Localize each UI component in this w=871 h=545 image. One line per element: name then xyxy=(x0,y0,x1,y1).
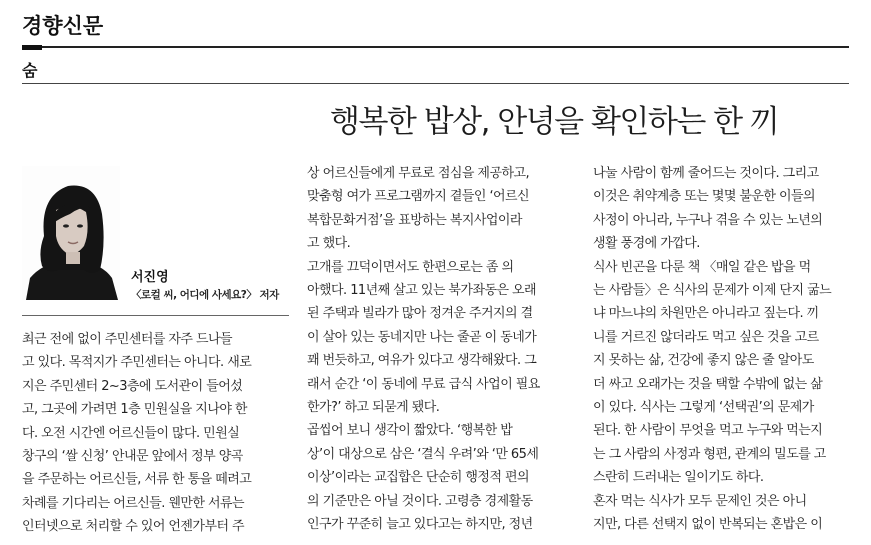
article-text-line: 니를 거르진 않더라도 먹고 싶은 것을 고르 xyxy=(593,329,819,345)
article-text-line: 인구가 꾸준히 늘고 있다고는 하지만, 정년 xyxy=(307,517,533,533)
article-text-line: 고 했다. xyxy=(307,236,351,252)
article-text-line: 을 주문하는 어르신들, 서류 한 통을 떼려고 xyxy=(22,472,252,488)
author-name: 서진영 xyxy=(131,270,169,285)
article-text-line: 이 있다. 식사는 그렇게 ‘선택권’의 문제가 xyxy=(593,400,814,416)
article-text-line: 상 어르신들에게 무료로 점심을 제공하고, xyxy=(307,166,530,181)
article-text-line: 래서 순간 ‘이 동네에 무료 급식 사업이 필요 xyxy=(307,376,540,392)
article-text-line: 된다. 한 사람이 무엇을 먹고 누구와 먹는지 xyxy=(593,423,823,439)
author-photo xyxy=(22,166,120,300)
article-text-line: 창구의 ‘쌀 신청’ 안내문 앞에서 정부 양곡 xyxy=(22,449,243,465)
article-text-line: 지은 주민센터 2~3층에 도서관이 들어섰 xyxy=(22,378,243,394)
article-text-line: 지만, 다른 선택지 없이 반복되는 혼밥은 이 xyxy=(593,517,823,533)
article-text-line: 혼자 먹는 식사가 모두 문제인 것은 아니 xyxy=(593,493,807,509)
article-text-line: 스란히 드러내는 일이기도 하다. xyxy=(593,470,764,486)
masthead-rule xyxy=(22,46,849,48)
article-text-line: 식사 빈곤을 다룬 책 〈매일 같은 밥을 먹 xyxy=(593,259,811,275)
article-text-line: 복합문화거점’을 표방하는 복지사업이라 xyxy=(307,212,522,228)
article-text-line: 이것은 취약계층 또는 몇몇 불운한 이들의 xyxy=(593,189,816,205)
article-text-line: 고 있다. 목적지가 주민센터는 아니다. 새로 xyxy=(22,355,252,371)
article-text-line: 된 주택과 빌라가 많아 정겨운 주거지의 결 xyxy=(307,306,533,322)
article-text-line: 꽤 번듯하고, 여유가 있다고 생각해왔다. 그 xyxy=(307,353,537,369)
article-text-line: 최근 전에 없이 주민센터를 자주 드나들 xyxy=(22,332,233,347)
article-text-line: 곱씹어 보니 생각이 짧았다. ‘행복한 밥 xyxy=(307,423,513,439)
author-portrait-image xyxy=(22,166,120,300)
article-column-2 xyxy=(307,162,573,537)
article-text-line: 의 기준만은 아닐 것이다. 고령층 경제활동 xyxy=(307,493,533,509)
article-text-line: 다. 오전 시간엔 어르신들이 많다. 민원실 xyxy=(22,425,240,441)
article-text-line: 고개를 끄덕이면서도 한편으로는 좀 의 xyxy=(307,259,514,275)
author-rule xyxy=(22,315,289,316)
section-rule xyxy=(22,83,849,84)
article-text-line: 인터넷으로 처리할 수 있어 언젠가부터 주 xyxy=(22,519,245,535)
article-text-line: 더 싸고 오래가는 것을 택할 수밖에 없는 삶 xyxy=(593,376,823,392)
article-text-line: 상’이 대상으로 삼은 ‘결식 우려’와 ‘만 65세 xyxy=(307,446,539,462)
article-text-line: 는 사람들〉은 식사의 문제가 이제 단지 굶느 xyxy=(593,283,832,299)
article-text-line: 고, 그곳에 가려면 1층 민원실을 지나야 한 xyxy=(22,402,247,418)
article-column-3 xyxy=(593,162,851,537)
article-text-line: 냐 마느냐의 차원만은 아니라고 짚는다. 끼 xyxy=(593,306,819,322)
section-label: 숨 xyxy=(22,61,38,80)
article-text-line: 이 살아 있는 동네지만 나는 줄곧 이 동네가 xyxy=(307,329,537,345)
article-text-line: 아했다. 11년째 살고 있는 북가좌동은 오래 xyxy=(307,283,537,299)
article-text-line: 이상’이라는 교집합은 단순히 행정적 편의 xyxy=(307,470,530,486)
article-column-1 xyxy=(22,328,290,539)
article-text-line: 는 그 사람의 사정과 형편, 관계의 밀도를 고 xyxy=(593,446,826,462)
article-text-line: 사정이 아니라, 누구나 겪을 수 있는 노년의 xyxy=(593,212,823,228)
article-text-line: 나눌 사람이 함께 줄어드는 것이다. 그리고 xyxy=(593,166,819,181)
article-text-line: 지 못하는 삶, 건강에 좋지 않은 줄 알아도 xyxy=(593,353,814,369)
newspaper-masthead: 경향신문 xyxy=(22,14,104,38)
article-text-line: 맞춤형 여가 프로그램까지 곁들인 ‘어르신 xyxy=(307,189,530,205)
masthead-rule-accent xyxy=(22,45,42,50)
author-book-credit: 〈로컬 씨, 어디에 사세요?〉 저자 xyxy=(131,289,279,301)
article-headline: 행복한 밥상, 안녕을 확인하는 한 끼 xyxy=(330,104,779,140)
article-text-line: 생활 풍경에 가깝다. xyxy=(593,236,700,252)
article-text-line: 차례를 기다리는 어르신들. 웬만한 서류는 xyxy=(22,495,245,511)
article-text-line: 한가?’ 하고 되묻게 됐다. xyxy=(307,400,440,416)
